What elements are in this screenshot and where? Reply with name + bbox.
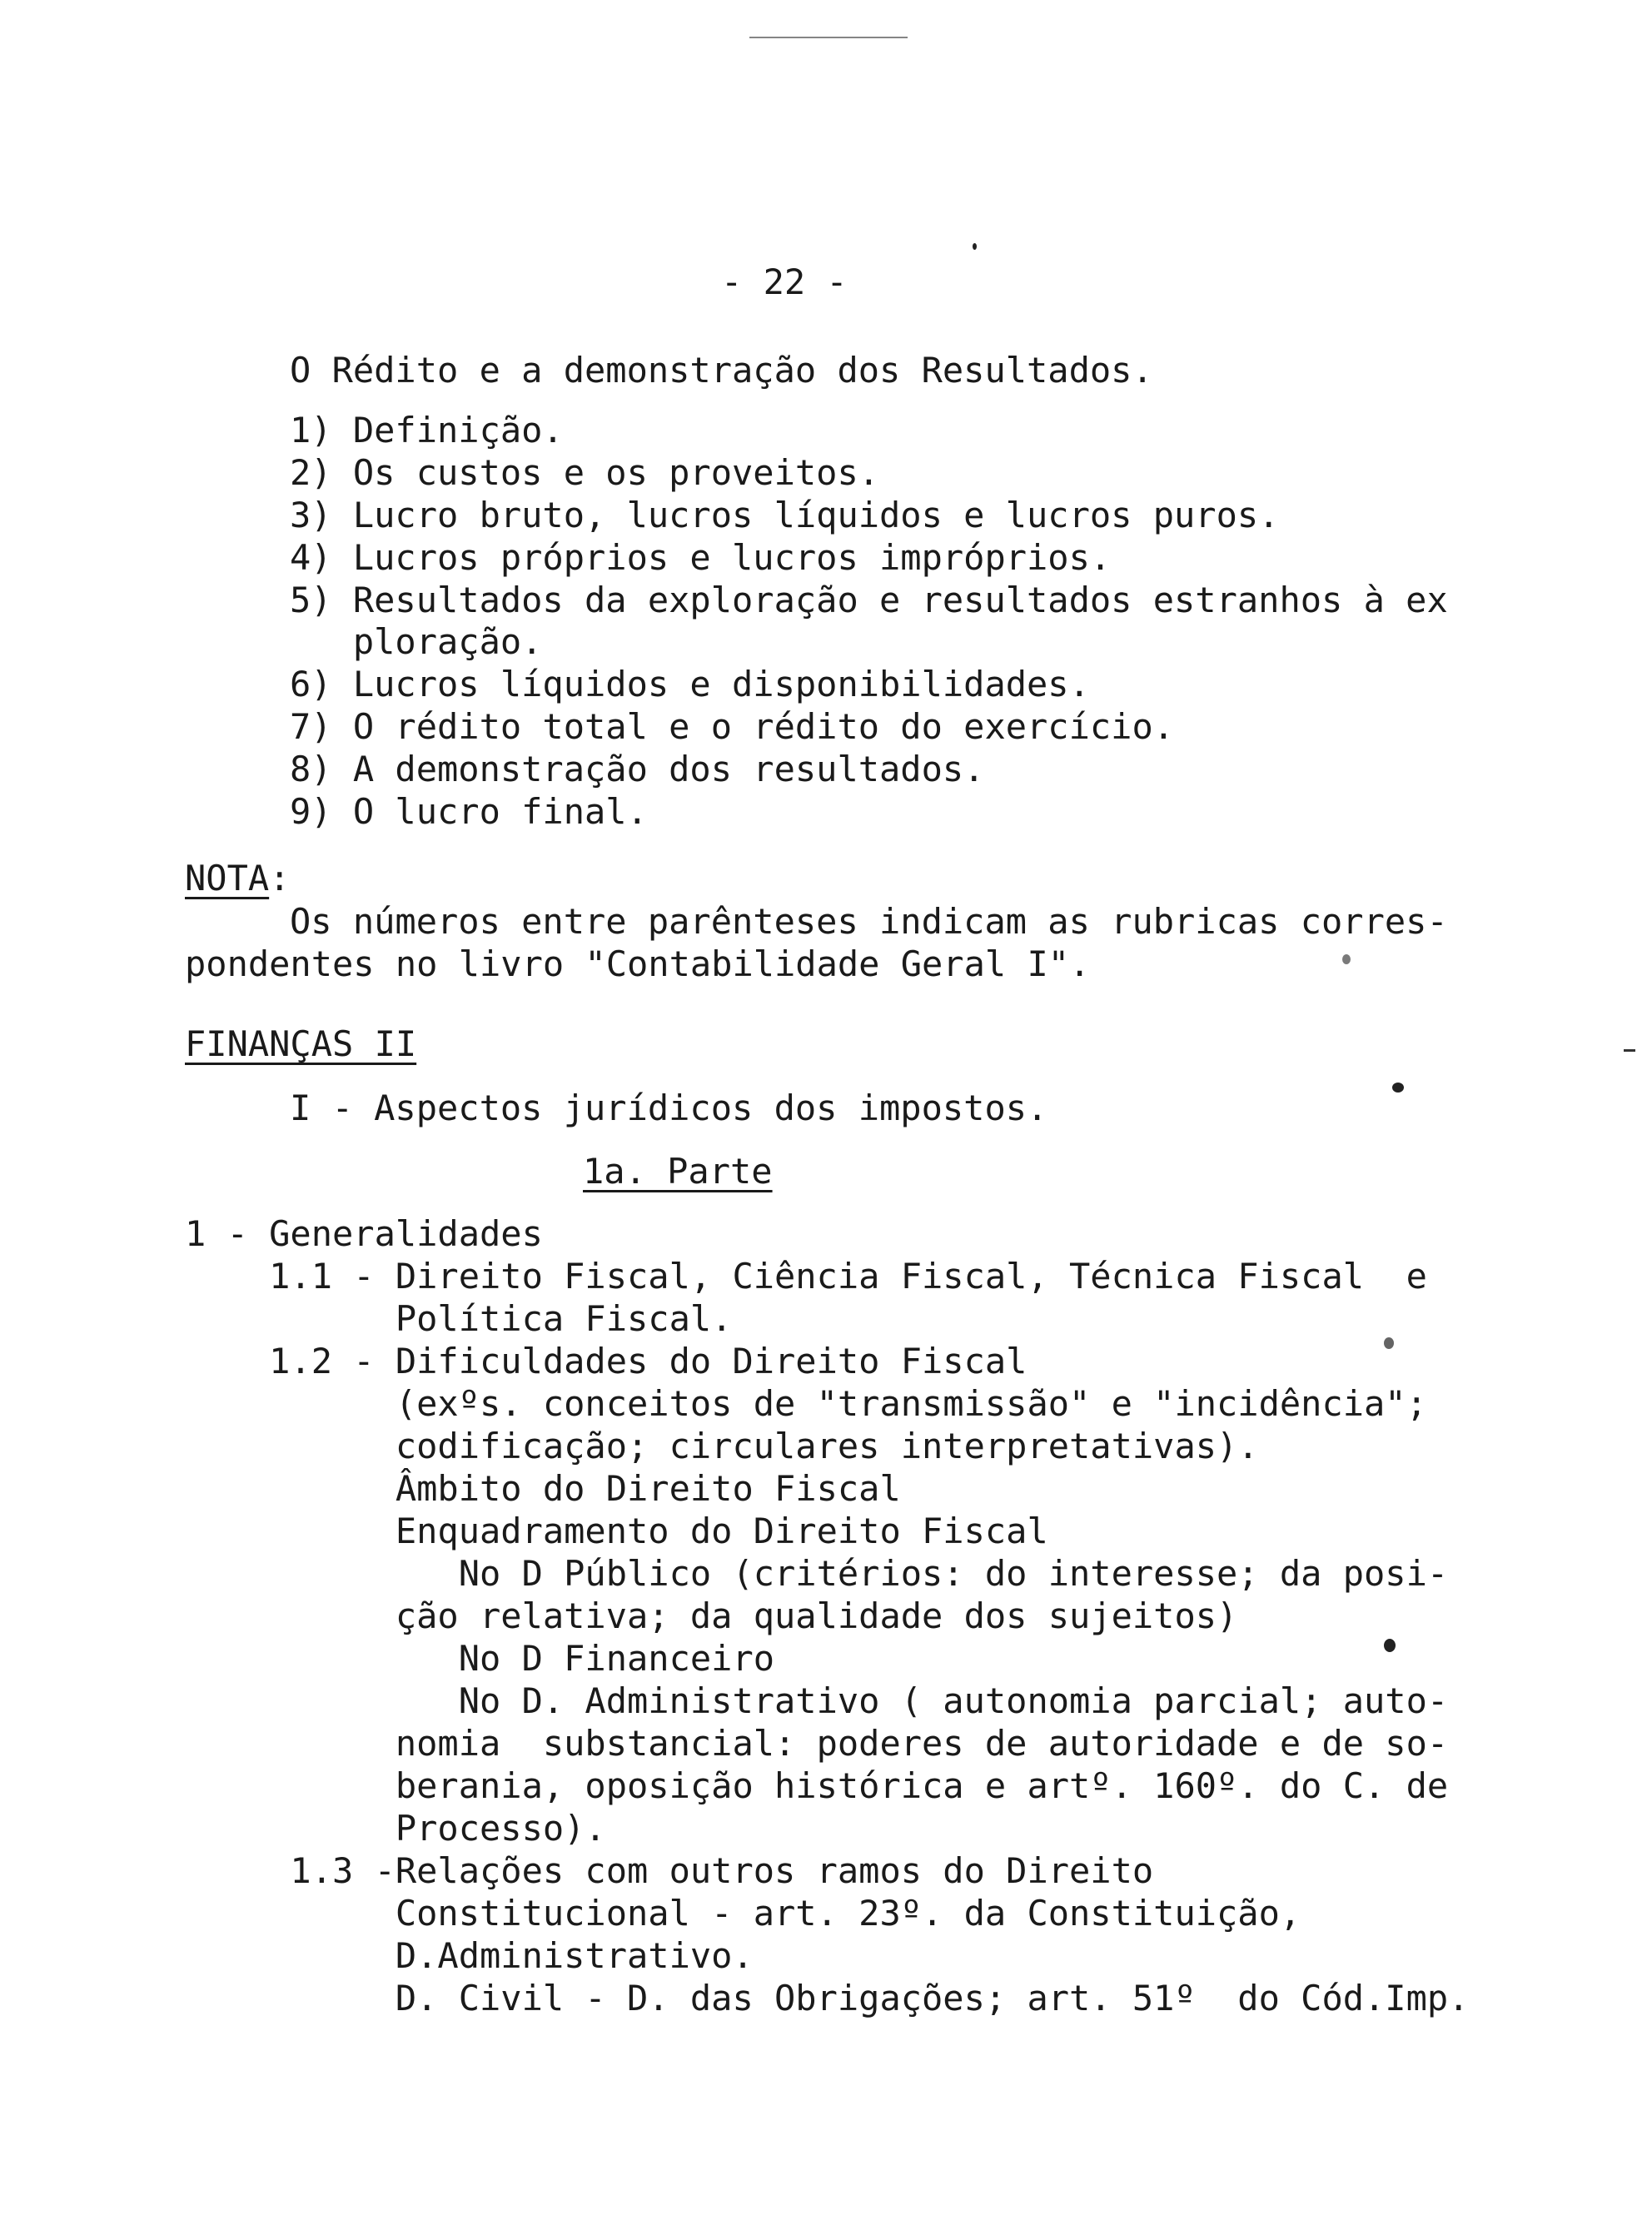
outline-line: D.Administrativo. xyxy=(185,1935,754,1976)
list-item: 7) O rédito total e o rédito do exercício. xyxy=(290,706,1175,747)
scan-mark xyxy=(1624,1049,1635,1052)
note-colon: : xyxy=(269,858,291,898)
scan-mark xyxy=(749,37,908,38)
outline-line: No D Público (critérios: do interesse; da posi- xyxy=(185,1553,1449,1594)
section-title: O Rédito e a demonstração dos Resultados. xyxy=(290,350,1153,391)
outline-line: Âmbito do Direito Fiscal xyxy=(185,1468,901,1509)
financas-subtitle: I - Aspectos jurídicos dos impostos. xyxy=(290,1088,1048,1128)
outline-line: Constitucional - art. 23º. da Constituição, xyxy=(185,1893,1301,1934)
outline-line: Política Fiscal. xyxy=(185,1298,733,1339)
outline-line: 1 - Generalidades xyxy=(185,1213,543,1254)
outline-line: D. Civil - D. das Obrigações; art. 51º do Cód.Imp. xyxy=(185,1978,1470,2018)
list-item: 8) A demonstração dos resultados. xyxy=(290,749,985,789)
outline-line: codificação; circulares interpretativas). xyxy=(185,1426,1259,1466)
list-item: 5) Resultados da exploração e resultados estranhos à ex xyxy=(290,580,1448,620)
list-item: 1) Definição. xyxy=(290,410,564,450)
list-item: 4) Lucros próprios e lucros impróprios. xyxy=(290,537,1112,578)
financas-heading: FINANÇAS II xyxy=(185,1023,417,1064)
note-text-line: pondentes no livro "Contabilidade Geral I". xyxy=(185,943,1091,984)
scan-mark xyxy=(973,243,977,250)
list-item: 9) O lucro final. xyxy=(290,791,648,832)
note-text-line: Os números entre parênteses indicam as rubricas corres- xyxy=(290,901,1448,942)
outline-line: 1.3 -Relações com outros ramos do Direito xyxy=(185,1850,1154,1891)
outline-line: (exºs. conceitos de "transmissão" e "incidência"; xyxy=(185,1383,1427,1424)
outline-line: ção relativa; da qualidade dos sujeitos) xyxy=(185,1595,1238,1636)
outline-line: Enquadramento do Direito Fiscal xyxy=(185,1511,1048,1551)
list-item: 3) Lucro bruto, lucros líquidos e lucros puros. xyxy=(290,495,1280,535)
list-item: 2) Os custos e os proveitos. xyxy=(290,452,880,493)
outline-line: No D. Administrativo ( autonomia parcial; auto- xyxy=(185,1680,1449,1721)
scan-mark xyxy=(1384,1337,1394,1349)
scan-mark xyxy=(1342,954,1351,964)
list-item: ploração. xyxy=(290,621,543,662)
outline-line: nomia substancial: poderes de autoridade e de so- xyxy=(185,1723,1449,1764)
outline-line: 1.2 - Dificuldades do Direito Fiscal xyxy=(185,1341,1028,1381)
outline-line: Processo). xyxy=(185,1808,606,1849)
part-heading: 1a. Parte xyxy=(583,1151,773,1192)
list-item: 6) Lucros líquidos e disponibilidades. xyxy=(290,664,1090,704)
outline-line: 1.1 - Direito Fiscal, Ciência Fiscal, Técnica Fiscal e xyxy=(185,1256,1427,1297)
scan-mark xyxy=(1392,1083,1404,1093)
outline-line: No D Financeiro xyxy=(185,1638,775,1679)
note-heading xyxy=(185,858,290,899)
scan-mark xyxy=(1384,1639,1396,1652)
outline-line: berania, oposição histórica e artº. 160º. do C. de xyxy=(185,1765,1449,1806)
page-number: - 22 - xyxy=(721,261,848,302)
note-label: NOTA xyxy=(185,858,270,898)
